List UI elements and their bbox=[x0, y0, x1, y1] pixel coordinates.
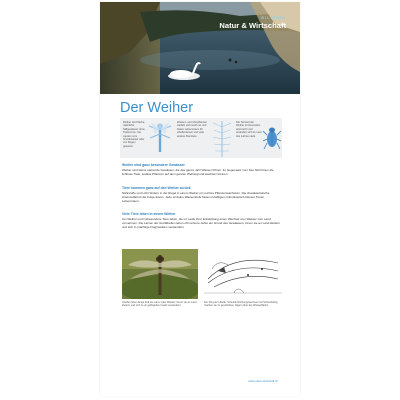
brand-title: Natur & Wirtschaft bbox=[219, 21, 286, 30]
section-body-3: Am Weiher und insbesondere Tiere leben, die im Laufe ihrer Entwicklung einen Wechsel vom Wasser zum Land vornehmen. Die Larven der Großlibellen leben oft mehrere Jahre am Grund des Gewässers, bevor sie an Land klettern und sich in prächtige Fluginsekten verwandeln. bbox=[122, 217, 280, 229]
dragonfly-photo-image bbox=[122, 249, 198, 299]
flight-diagram-image bbox=[204, 249, 282, 299]
illustration-panel bbox=[120, 118, 282, 158]
footer-url: www.natur-wirtschaft.ch bbox=[248, 379, 278, 383]
series-label: BILDUNG bbox=[261, 16, 286, 20]
page-title: Der Weiher bbox=[120, 100, 194, 116]
info-poster bbox=[100, 2, 300, 396]
section-heading-1: Weiher sind ganz besondere Gewässer bbox=[122, 163, 185, 167]
panel-text-2: Wasser- und Uferpflanzen siedeln sich rasch an und bieten Lebensraum für Libellenlarven und viele andere Kleintiere. bbox=[177, 121, 208, 138]
dragonfly-photo bbox=[122, 249, 198, 299]
panel-text-1: Weiher sind flache, natürliche Stillgewässer ohne Tiefenzone. Sie werden vom Grundwasser oder von Regen gespeist. bbox=[123, 121, 146, 148]
section-body-1: Weiher sind kleine stehende Gewässer, die das ganze Jahr Wasser führen. Im Gegensatz zum See fehlt ihnen die lichtlose Tiefe, sodass Pflanzen auf dem ganzen Weihergrund wachsen können. bbox=[122, 168, 274, 176]
section-heading-3: Viele Tiere leben in einem Weiher bbox=[122, 212, 176, 216]
diagram-caption: Der Flug der Libelle: Schnelle Richtungswechsel und Schwebeflug machen sie zu geschickten Jägern über der Wasserfläche. bbox=[204, 301, 278, 308]
photo-caption: Libellen leben lange Zeit als Larve unter Wasser, bevor sie an Land klettern und sich in ein geflügeltes Insekt verwandeln. bbox=[122, 301, 197, 308]
aquatic-plant-illustration bbox=[211, 119, 233, 157]
panel-text-3: Die Tierwelt der Weiher ist besonders artenreich und verändert sich im Lauf des Jahres stark. bbox=[236, 121, 262, 138]
hero-photo-swan bbox=[100, 2, 300, 94]
water-beetle-illustration bbox=[263, 121, 281, 155]
section-body-2: Nährstoffe und Licht fördern in der Regel in einem Weiher ein reiches Pflanzenwachstum. Die charakteristische Artenvielfalt ist die Folge davon. Jede einzelne Wasserstufe bietet unzähligen mikroskopisch kleinen Tieren Lebensraum. bbox=[122, 191, 270, 203]
section-heading-2: Tiere kommen ganz auf den Weiher zurück bbox=[122, 186, 191, 190]
flight-diagram bbox=[204, 249, 282, 299]
dragonfly-larva-illustration bbox=[147, 120, 173, 156]
